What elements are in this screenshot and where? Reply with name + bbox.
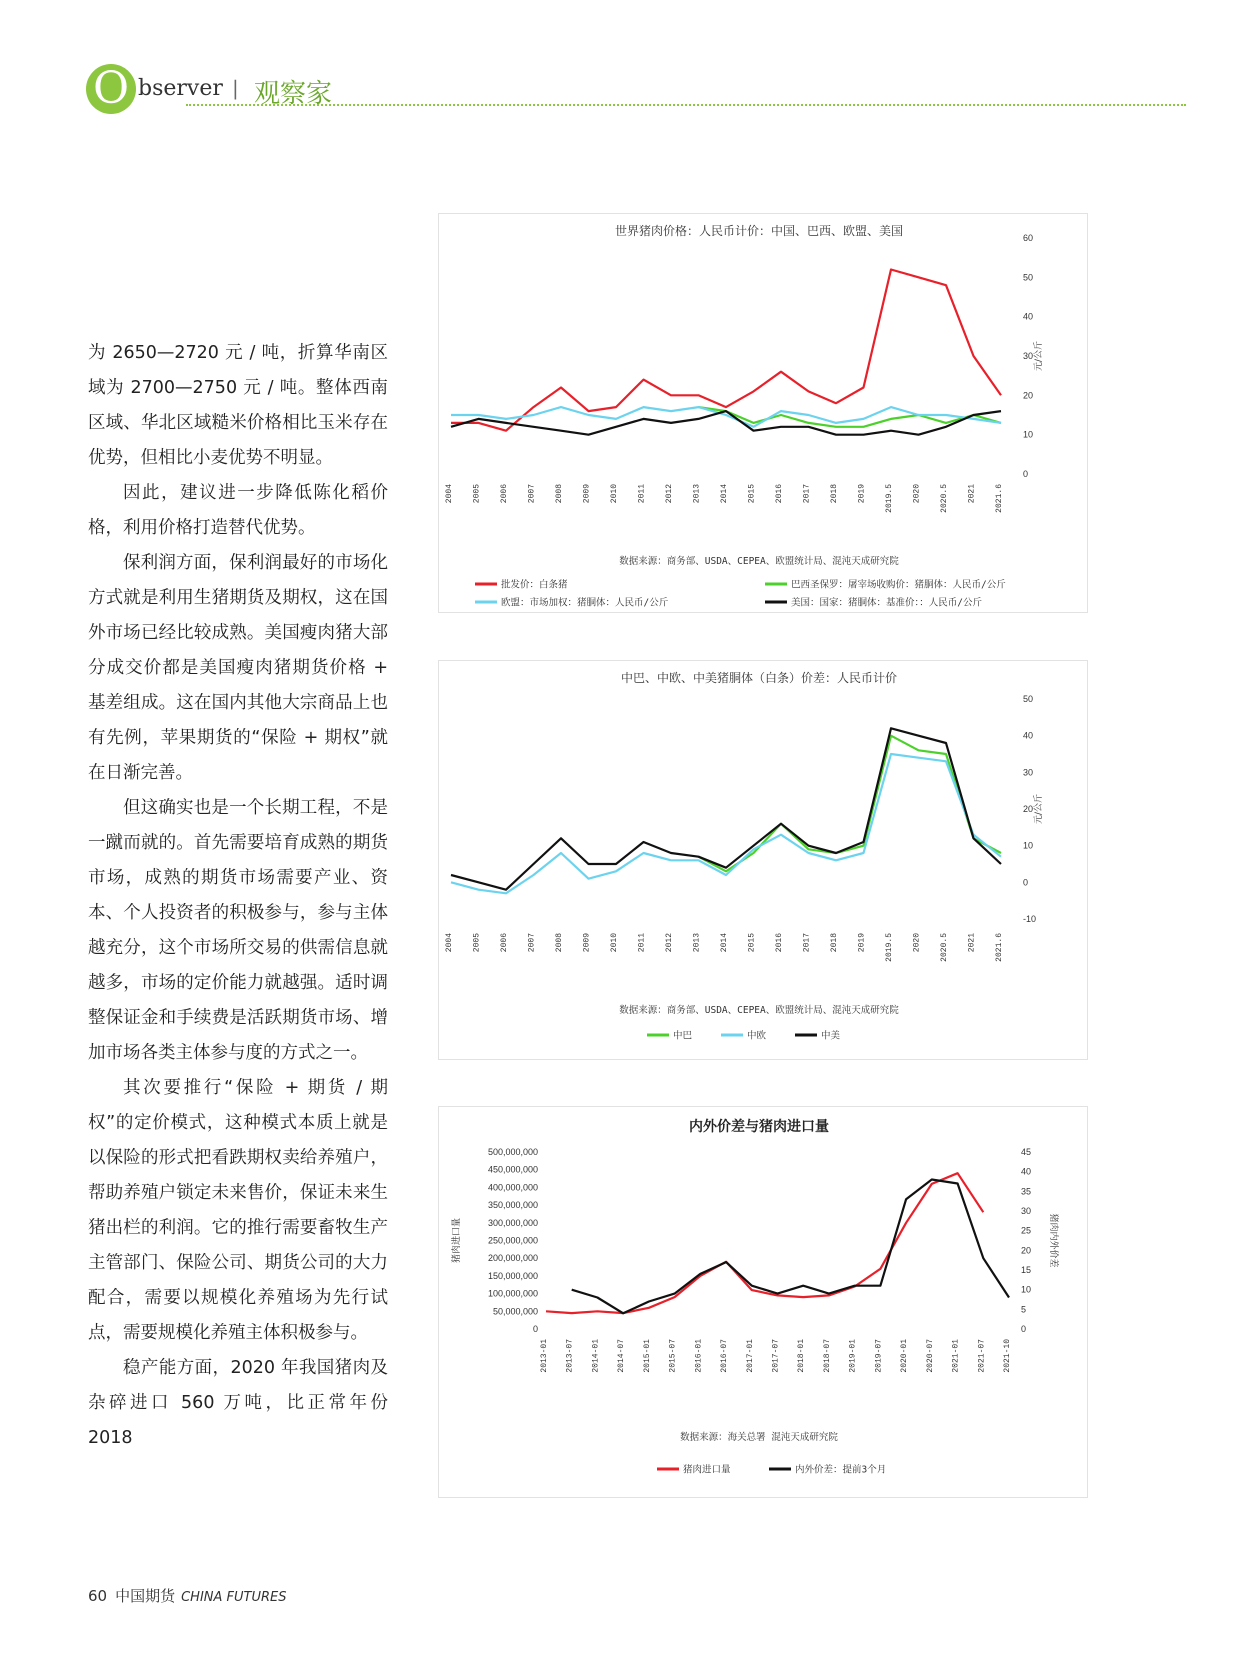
chart-source: 数据来源：商务部、USDA、CEPEA、欧盟统计局、混沌天成研究院 <box>619 556 899 567</box>
y2-tick-label: 5 <box>1021 1304 1027 1315</box>
y2-tick-label: 15 <box>1021 1265 1032 1275</box>
x-tick-label: 2004 <box>445 484 454 504</box>
y-tick-label: 0 <box>1023 469 1029 479</box>
x-tick-label: 2021.6 <box>995 484 1004 513</box>
header <box>86 64 1186 114</box>
x-tick-label: 2009 <box>582 484 592 504</box>
x-tick-label: 2018 <box>830 933 839 953</box>
x-tick-label: 2019 <box>857 484 867 504</box>
x-tick-label: 2019 <box>857 933 867 953</box>
x-tick-label: 2021 <box>967 933 977 953</box>
paragraph: 稳产能方面，2020 年我国猪肉及杂碎进口 560 万吨，比正常年份 2018 <box>88 1358 388 1448</box>
x-tick-label: 2014-01 <box>591 1339 601 1373</box>
x-tick-label: 2011 <box>637 484 647 504</box>
x-tick-label: 2016 <box>775 484 784 504</box>
y-tick-label: 350,000,000 <box>487 1200 538 1211</box>
chart-title: 世界猪肉价格：人民币计价：中国、巴西、欧盟、美国 <box>614 224 904 238</box>
legend-label: 中欧 <box>747 1030 767 1042</box>
paragraph: 保利润方面，保利润最好的市场化方式就是利用生猪期货及期权，这在国外市场已经比较成熟。美国瘦肉猪大部分成交价都是美国瘦肉猪期货价格 + 基差组成。这在国内其他大宗商品上也有先例，苹果期货的“保险 + 期权”就在日渐完善。 <box>88 553 388 783</box>
x-tick-label: 2010 <box>610 933 619 953</box>
y-axis-label: 元/公斤 <box>1034 793 1044 825</box>
logo-text: bserver <box>138 76 223 101</box>
series-line-2 <box>451 728 1001 889</box>
chart-source: 数据来源：海关总署 混沌天成研究院 <box>680 1432 838 1443</box>
x-tick-label: 2019.5 <box>885 933 894 962</box>
series-line-1 <box>451 754 1001 893</box>
y-tick-label: 150,000,000 <box>487 1270 538 1281</box>
x-tick-label: 2015 <box>747 484 757 504</box>
x-tick-label: 2020-07 <box>925 1339 935 1373</box>
legend-label: 中巴 <box>673 1030 693 1042</box>
x-tick-label: 2006 <box>500 933 509 953</box>
y2-tick-label: 20 <box>1021 1245 1032 1256</box>
paragraph: 为 2650—2720 元 / 吨，折算华南区域为 2700—2750 元 / 吨。整体西南区域、华北区域糙米价格相比玉米存在优势，但相比小麦优势不明显。 <box>88 343 388 468</box>
chart-spread-vs-imports <box>438 1106 1088 1498</box>
logo-separator: | <box>232 76 239 100</box>
x-tick-label: 2015-01 <box>642 1339 652 1373</box>
chart-title: 内外价差与猪肉进口量 <box>689 1119 829 1135</box>
chart-svg <box>439 1107 1087 1497</box>
page-number: 60 <box>88 1587 108 1605</box>
magazine-name-en: CHINA FUTURES <box>181 1590 287 1605</box>
y-tick-label: 40 <box>1023 311 1034 322</box>
x-tick-label: 2006 <box>500 484 509 504</box>
legend-label: 内外价差：提前3个月 <box>795 1464 887 1476</box>
y-tick-label: 0 <box>1023 877 1029 888</box>
x-tick-label: 2013 <box>692 933 702 953</box>
x-tick-label: 2014 <box>720 484 729 504</box>
paragraph: 其次要推行“保险 + 期货 / 期权”的定价模式，这种模式本质上就是以保险的形式把看跌期权卖给养殖户，帮助养殖户锁定未来售价，保证未来生猪出栏的利润。它的推行需要畜牧生产主管部门、保险公司、期货公司的大力配合，需要以规模化养殖场为先行试点，需要规模化养殖主体积极参与。 <box>88 1078 388 1343</box>
x-tick-label: 2017-07 <box>771 1339 781 1373</box>
legend-label: 中美 <box>821 1030 841 1042</box>
y2-tick-label: 30 <box>1021 1206 1032 1216</box>
x-tick-label: 2018-01 <box>797 1339 807 1373</box>
x-tick-label: 2019.5 <box>885 484 894 513</box>
y2-tick-label: 0 <box>1021 1324 1027 1334</box>
x-tick-label: 2012 <box>665 484 674 504</box>
page-footer <box>88 1585 287 1606</box>
x-tick-label: 2021.6 <box>995 933 1004 962</box>
y-tick-label: 200,000,000 <box>487 1253 538 1264</box>
y-tick-label: 50 <box>1023 694 1034 704</box>
x-tick-label: 2018 <box>830 484 839 504</box>
x-tick-label: 2008 <box>555 484 564 504</box>
y2-axis-label: 猪肉内外价差 <box>1048 1213 1058 1268</box>
x-tick-label: 2020-01 <box>900 1339 910 1373</box>
x-tick-label: 2005 <box>472 484 482 504</box>
x-tick-label: 2017-01 <box>745 1339 755 1373</box>
header-rule <box>186 104 1186 106</box>
y-tick-label: 20 <box>1023 390 1034 401</box>
y-tick-label: 60 <box>1023 233 1034 243</box>
y-axis-label: 元/公斤 <box>1034 340 1044 372</box>
y2-tick-label: 25 <box>1021 1225 1032 1236</box>
x-tick-label: 2021-01 <box>951 1339 961 1373</box>
x-tick-label: 2012 <box>665 933 674 953</box>
x-tick-label: 2021-10 <box>1003 1339 1012 1373</box>
x-tick-label: 2017 <box>802 933 812 953</box>
paragraph: 因此，建议进一步降低陈化稻价格，利用价格打造替代优势。 <box>88 483 388 538</box>
y-tick-label: 10 <box>1023 429 1034 440</box>
series-line-0 <box>451 270 1001 431</box>
x-tick-label: 2021-07 <box>977 1339 987 1373</box>
x-tick-label: 2009 <box>582 933 592 953</box>
chart-svg <box>439 214 1087 612</box>
y2-tick-label: 35 <box>1021 1186 1032 1197</box>
y-tick-label: 10 <box>1023 840 1034 851</box>
y-tick-label: 50,000,000 <box>492 1306 538 1317</box>
x-tick-label: 2014-07 <box>617 1339 627 1373</box>
y-tick-label: 450,000,000 <box>487 1164 538 1175</box>
chart-svg <box>439 661 1087 1059</box>
y-tick-label: 30 <box>1023 767 1034 778</box>
x-tick-label: 2014 <box>720 933 729 953</box>
x-tick-label: 2008 <box>555 933 564 953</box>
y2-tick-label: 10 <box>1021 1284 1032 1295</box>
x-tick-label: 2016 <box>775 933 784 953</box>
y2-tick-label: 40 <box>1021 1166 1032 1177</box>
x-tick-label: 2013 <box>692 484 702 504</box>
x-tick-label: 2015 <box>747 933 757 953</box>
article-column <box>88 336 388 1456</box>
y-tick-label: -10 <box>1023 914 1037 924</box>
legend-label: 批发价：白条猪 <box>501 579 568 591</box>
logo-o-icon: O <box>86 64 136 114</box>
magazine-name-cn: 中国期货 <box>115 1587 176 1605</box>
y-tick-label: 500,000,000 <box>487 1147 538 1157</box>
x-tick-label: 2020.5 <box>940 933 949 962</box>
legend-label: 欧盟：市场加权：猪胴体：人民币/公斤 <box>501 597 669 609</box>
y-axis-label: 猪肉进口量 <box>452 1217 462 1264</box>
legend-label: 猪肉进口量 <box>683 1464 731 1476</box>
x-tick-label: 2021 <box>967 484 977 504</box>
series-line-0 <box>699 736 1002 872</box>
series-line-1 <box>572 1180 1009 1314</box>
x-tick-label: 2019-07 <box>874 1339 884 1373</box>
x-tick-label: 2016-07 <box>720 1339 730 1373</box>
x-tick-label: 2013-07 <box>565 1339 575 1373</box>
chart-title: 中巴、中欧、中美猪胴体（白条）价差：人民币计价 <box>620 671 898 685</box>
y-tick-label: 20 <box>1023 804 1034 814</box>
x-tick-label: 2007 <box>527 933 537 953</box>
x-tick-label: 2013-01 <box>540 1339 549 1373</box>
x-tick-label: 2020 <box>912 933 922 953</box>
series-line-0 <box>546 1173 983 1313</box>
x-tick-label: 2020 <box>912 484 922 504</box>
x-tick-label: 2007 <box>527 484 537 504</box>
chart-world-pork-price <box>438 213 1088 613</box>
x-tick-label: 2017 <box>802 484 812 504</box>
x-tick-label: 2005 <box>472 933 482 953</box>
x-tick-label: 2019-01 <box>848 1339 858 1373</box>
y-tick-label: 100,000,000 <box>487 1288 538 1299</box>
y2-tick-label: 45 <box>1021 1147 1032 1157</box>
y-tick-label: 0 <box>532 1324 538 1334</box>
chart-source: 数据来源：商务部、USDA、CEPEA、欧盟统计局、混沌天成研究院 <box>619 1005 899 1016</box>
section-name: 观察家 <box>254 79 333 109</box>
x-tick-label: 2020.5 <box>940 484 949 513</box>
y-tick-label: 30 <box>1023 351 1034 361</box>
x-tick-label: 2004 <box>445 933 454 953</box>
legend-label: 巴西圣保罗：屠宰场收购价：猪胴体：人民币/公斤 <box>791 579 1006 591</box>
x-tick-label: 2018-07 <box>822 1339 832 1373</box>
chart-pork-price-spread <box>438 660 1088 1060</box>
x-tick-label: 2016-01 <box>694 1339 704 1373</box>
x-tick-label: 2015-07 <box>668 1339 678 1373</box>
x-tick-label: 2011 <box>637 933 647 953</box>
y-tick-label: 250,000,000 <box>487 1235 538 1246</box>
y-tick-label: 50 <box>1023 272 1034 283</box>
y-tick-label: 400,000,000 <box>487 1182 538 1193</box>
y-tick-label: 40 <box>1023 730 1034 741</box>
paragraph: 但这确实也是一个长期工程，不是一蹴而就的。首先需要培育成熟的期货市场，成熟的期货市场需要产业、资本、个人投资者的积极参与，参与主体越充分，这个市场所交易的供需信息就越多，市场的定价能力就越强。适时调整保证金和手续费是活跃期货市场、增加市场各类主体参与度的方式之一。 <box>88 798 388 1063</box>
x-tick-label: 2010 <box>610 484 619 504</box>
legend-label: 美国：国家：猪胴体：基准价：：人民币/公斤 <box>791 597 982 609</box>
y-tick-label: 300,000,000 <box>487 1217 538 1228</box>
